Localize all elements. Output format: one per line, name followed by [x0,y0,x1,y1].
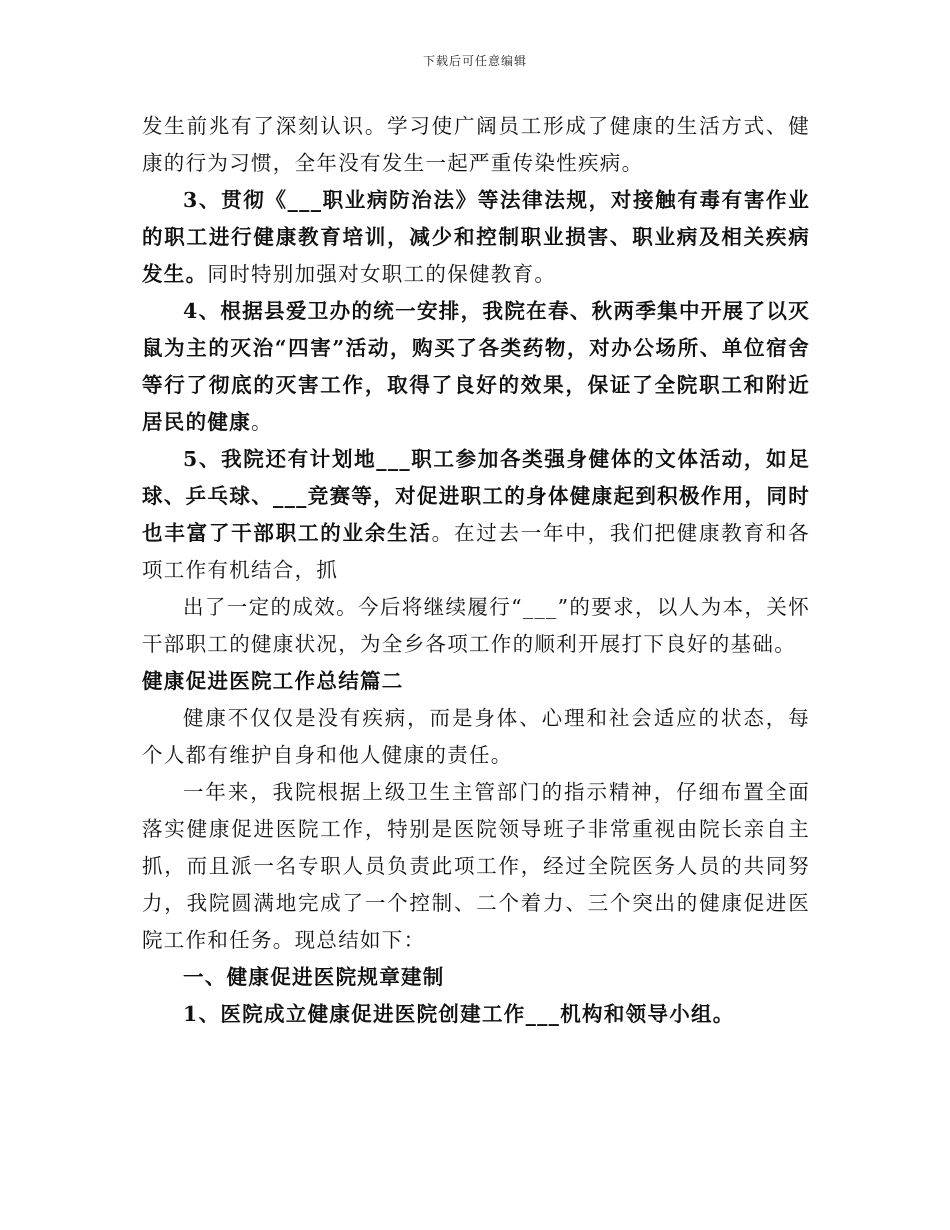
paragraph-health-definition: 健康不仅仅是没有疾病，而是身体、心理和社会适应的状态，每个人都有维护自身和他人健康的责任。 [142,706,810,767]
item-3-bold-text: 3、贯彻《___职业病防治法》等法律法规，对接触有毒有害作业的职工进行健康教育培训，减少和控制职业损害、职业病及相关疾病发生。 [142,188,810,286]
paragraph-item-4 [142,293,810,441]
paragraph-item-1: 1、医院成立健康促进医院创建工作___机构和领导小组。 [183,1002,735,1026]
document-body [142,108,810,1033]
item-4-bold-text: 4、根据县爱卫办的统一安排，我院在春、秋两季集中开展了以灭鼠为主的灭治“四害”活动，购买了各类药物，对办公场所、单位宿舍等行了彻底的灭害工作，取得了良好的效果，保证了全院职工和附近居民的健康 [142,299,810,434]
paragraph-continuation: 发生前兆有了深刻认识。学习使广阔员工形成了健康的生活方式、健康的行为习惯，全年没有发生一起严重传染性疾病。 [142,114,810,175]
header-note: 下载后可任意编辑 [422,54,527,68]
item-5-bold-text: 5、我院还有计划地___职工参加各类强身健体的文体活动，如足球、乒乓球、___竞赛等，对促进职工的身体健康起到积极作用，同时也丰富了干部职工的业余生活 [142,447,810,545]
subheading-rules: 一、健康促进医院规章建制 [183,965,445,989]
paragraph-item-3 [142,182,810,293]
item-5-text: 。在过去一年中，我们把健康教育和各项工作有机结合，抓 [142,521,810,582]
paragraph-results: 出了一定的成效。今后将继续履行“___”的要求，以人为本，关怀干部职工的健康状况，为全乡各项工作的顺利开展打下良好的基础。 [142,595,810,656]
paragraph-year-summary: 一年来，我院根据上级卫生主管部门的指示精神，仔细布置全面落实健康促进医院工作，特别是医院领导班子非常重视由院长亲自主抓，而且派一名专职人员负责此项工作，经过全院医务人员的共同努力，我院圆满地完成了一个控制、二个着力、三个突出的健康促进医院工作和任务。现总结如下： [142,780,810,952]
section-title-text: 健康促进医院工作总结篇二 [142,669,404,693]
section-title [142,663,810,700]
item-4-text: 。 [251,410,273,434]
item-3-text: 同时特别加强对女职工的保健教育。 [207,262,557,286]
paragraph-item-5 [142,441,810,589]
